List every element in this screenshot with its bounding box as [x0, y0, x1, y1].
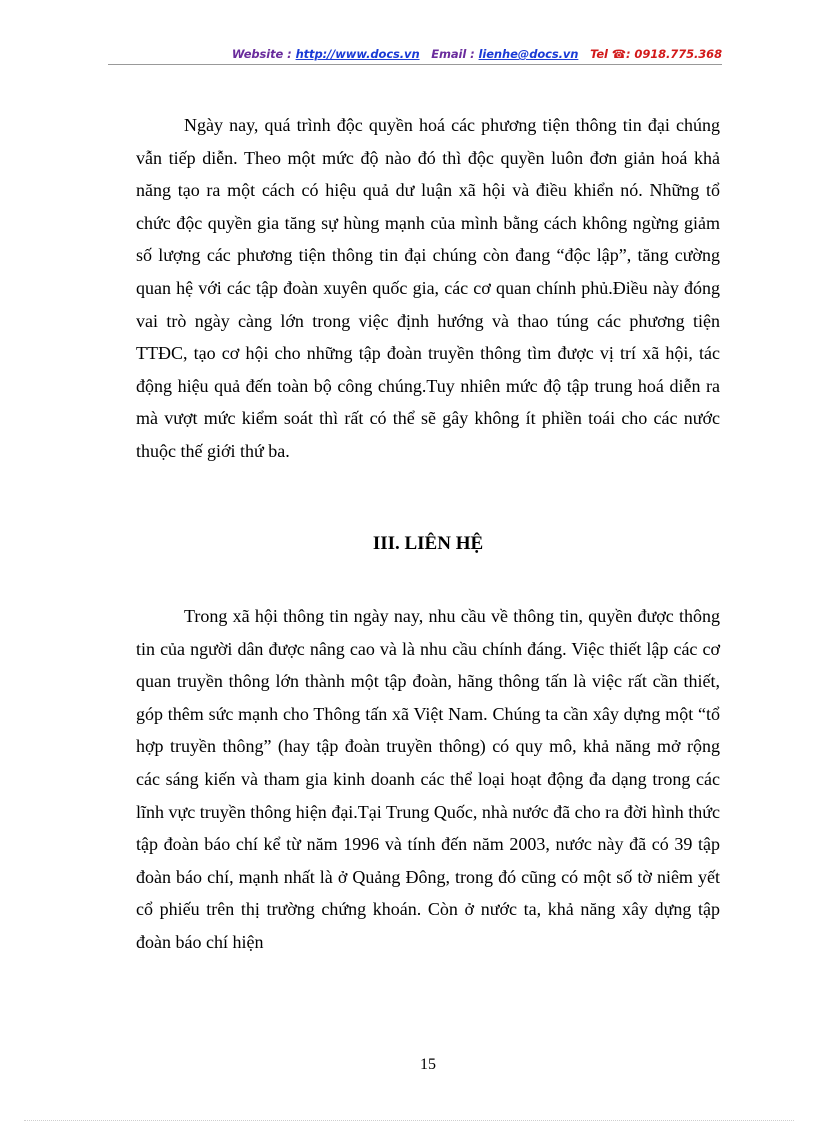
- telephone-icon: ☎: [611, 47, 627, 61]
- page-number: 15: [420, 1056, 436, 1073]
- section-heading: III. LIÊN HỆ: [372, 533, 484, 554]
- body-paragraph-2: Trong xã hội thông tin ngày nay, nhu cầu về thông tin, quyền được thông tin của người dân được nâng cao và là nhu cầu chính đáng. Việc thiết lập các cơ quan truyền thông lớn thành một tập đoàn, hãng thông tấn là việc rất cần thiết, góp thêm sức mạnh cho Thông tấn xã Việt Nam. Chúng ta cần xây dựng một “tổ hợp truyền thông” (hay tập đoàn truyền thông) có quy mô, khả năng mở rộng các sáng kiến và tham gia kinh doanh các thể loại hoạt động đa dạng trong các lĩnh vực truyền thông hiện đại.Tại Trung Quốc, nhà nước đã cho ra đời hình thức tập đoàn báo chí kể từ năm 1996 và tính đến năm 2003, nước này đã có 39 tập đoàn báo chí, mạnh nhất là ở Quảng Đông, trong đó cũng có một số tờ niêm yết cổ phiếu trên thị trường chứng khoán. Còn ở nước ta, khả năng xây dựng tập đoàn báo chí hiện: [136, 606, 720, 952]
- page-bottom-divider: [24, 1120, 794, 1121]
- tel-value: : 0918.775.368: [626, 47, 722, 61]
- body-paragraph-1: Ngày nay, quá trình độc quyền hoá các phương tiện thông tin đại chúng vẫn tiếp diễn. Theo một mức độ nào đó thì độc quyền luôn đơn giản hoá khả năng tạo ra một cách có hiệu quả dư luận xã hội và điều khiển nó. Những tổ chức độc quyền gia tăng sự hùng mạnh của mình bằng cách không ngừng giảm số lượng các phương tiện thông tin đại chúng còn đang “độc lập”, tăng cường quan hệ với các tập đoàn xuyên quốc gia, các cơ quan chính phủ.Điều này đóng vai trò ngày càng lớn trong việc định hướng và thao túng các phương tiện TTĐC, tạo cơ hội cho những tập đoàn truyền thông tìm được vị trí xã hội, tác động hiệu quả đến toàn bộ công chúng.Tuy nhiên mức độ tập trung hoá diễn ra mà vượt mức kiểm soát thì rất có thể sẽ gây không ít phiền toái cho các nước thuộc thế giới thứ ba.: [136, 115, 720, 461]
- tel-label: Tel: [590, 47, 608, 61]
- header-divider: [108, 64, 722, 65]
- email-link[interactable]: lienhe@docs.vn: [478, 47, 579, 61]
- website-link[interactable]: http://www.docs.vn: [295, 47, 420, 61]
- website-label: Website :: [231, 47, 292, 61]
- email-label: Email :: [431, 47, 475, 61]
- page-header: [108, 47, 722, 61]
